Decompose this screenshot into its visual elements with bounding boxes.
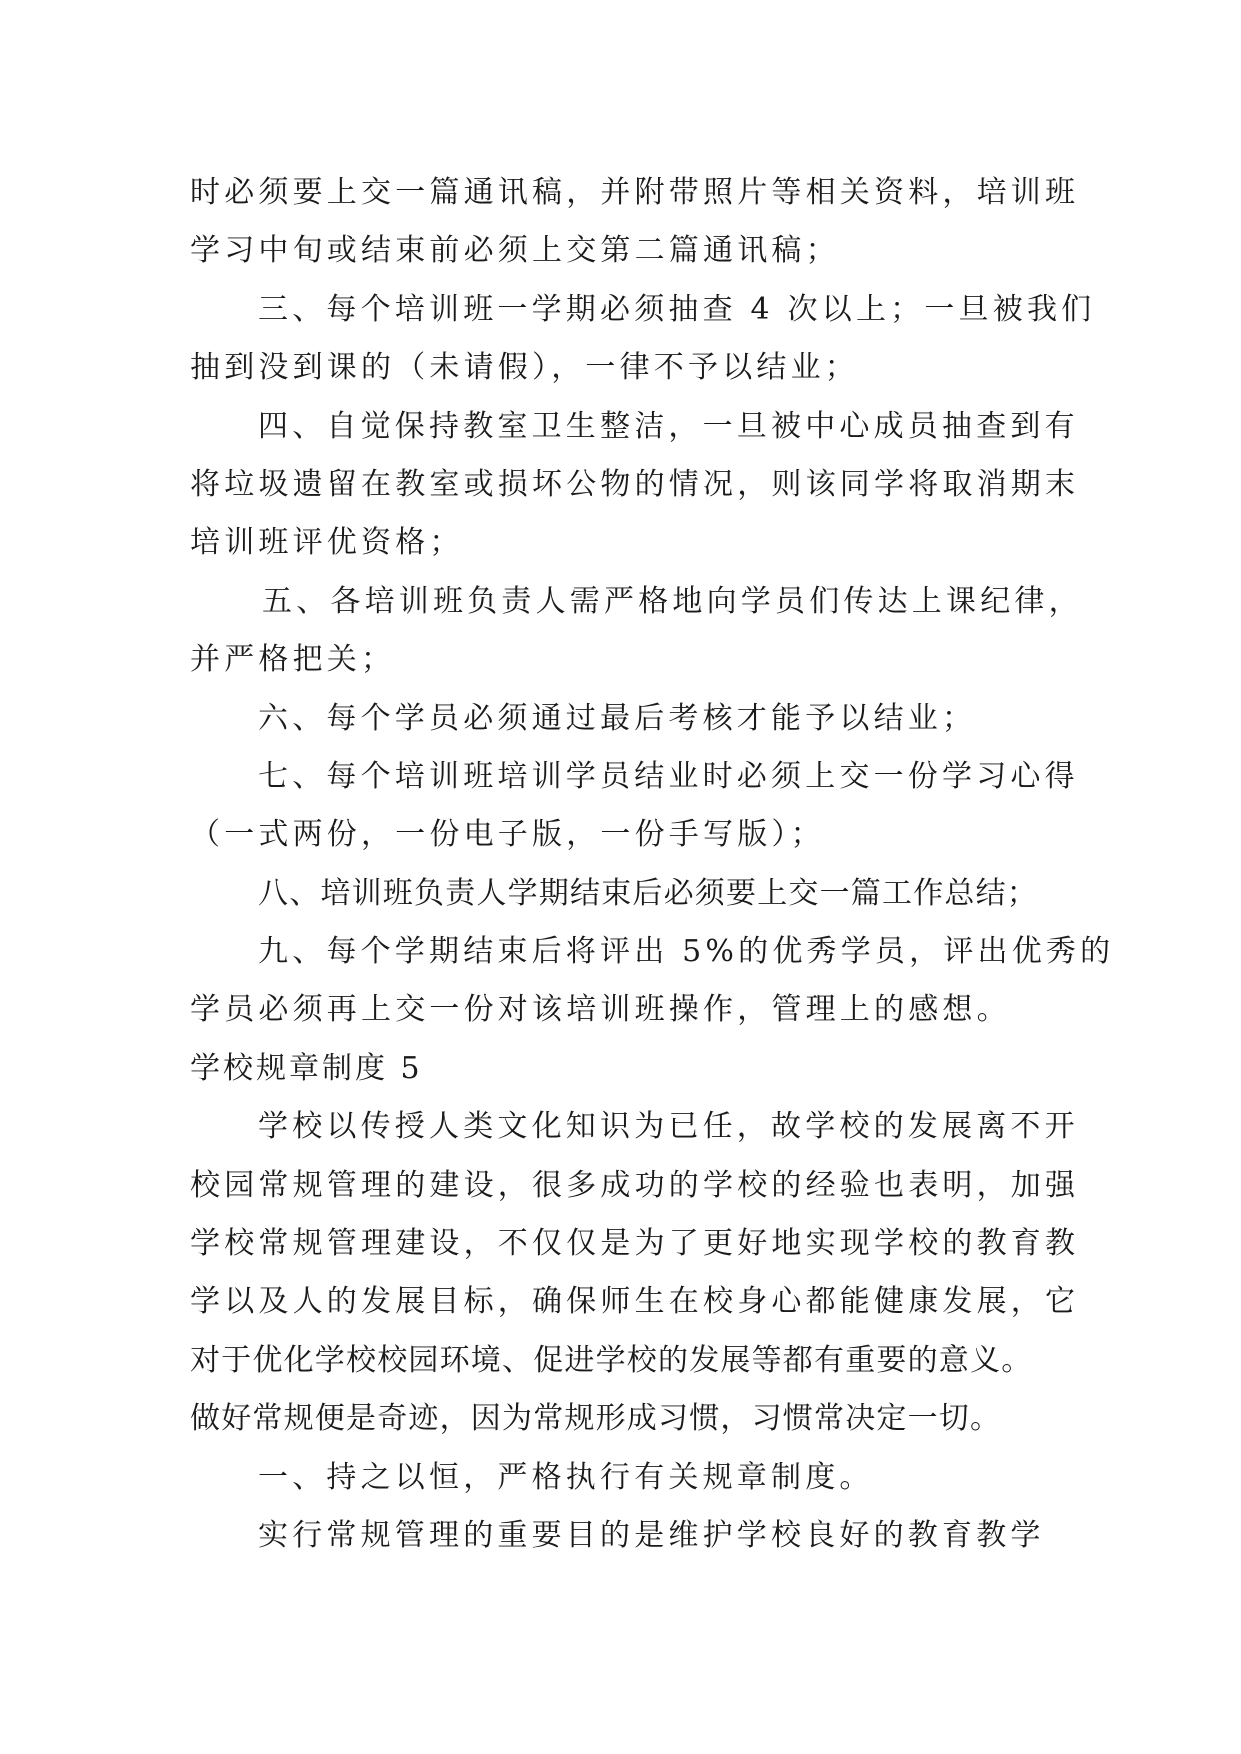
text-line: 学校常规管理建设，不仅仅是为了更好地实现学校的教育教 [190,1226,1080,1262]
section-heading: 学校规章制度 5 [190,1050,423,1086]
text-line: 九、每个学期结束后将评出 5%的优秀学员，评出优秀的 [258,934,1115,970]
text-line: 七、每个培训班培训学员结业时必须上交一份学习心得 [258,758,1079,794]
text-line: 将垃圾遗留在教室或损坏公物的情况，则该同学将取消期末 [190,466,1080,502]
text-line: 学员必须再上交一份对该培训班操作，管理上的感想。 [190,992,1011,1028]
text-line: 学习中旬或结束前必须上交第二篇通讯稿； [190,233,840,269]
text-line: 并严格把关； [190,642,396,678]
text-line: 校园常规管理的建设，很多成功的学校的经验也表明，加强 [190,1167,1080,1203]
text-line: 六、每个学员必须通过最后考核才能予以结业； [258,700,977,736]
text-line: 三、每个培训班一学期必须抽查 4 次以上；一旦被我们 [258,291,1096,327]
text-line: 八、培训班负责人学期结束后必须要上交一篇工作总结； [258,875,1038,911]
text-line: 实行常规管理的重要目的是维护学校良好的教育教学 [258,1517,1045,1553]
text-line: 对于优化学校校园环境、促进学校的发展等都有重要的意义。 [190,1342,1033,1378]
text-line: 培训班评优资格； [190,525,464,561]
text-line: 一、持之以恒，严格执行有关规章制度。 [258,1459,874,1495]
text-line: （一式两份，一份电子版，一份手写版）； [190,817,825,853]
text-line: 做好常规便是奇迹，因为常规形成习惯，习惯常决定一切。 [190,1401,1002,1437]
text-line: 学校以传授人类文化知识为已任，故学校的发展离不开 [258,1109,1079,1145]
text-line: 学以及人的发展目标，确保师生在校身心都能健康发展，它 [190,1284,1080,1320]
document-body [190,164,1115,1565]
text-line: 五、各培训班负责人需严格地向学员们传达上课纪律， [262,583,1083,619]
text-line: 抽到没到课的（未请假），一律不予以结业； [190,350,859,386]
text-line: 四、自觉保持教室卫生整洁，一旦被中心成员抽查到有 [258,408,1079,444]
text-line: 时必须要上交一篇通讯稿，并附带照片等相关资料，培训班 [190,175,1080,210]
